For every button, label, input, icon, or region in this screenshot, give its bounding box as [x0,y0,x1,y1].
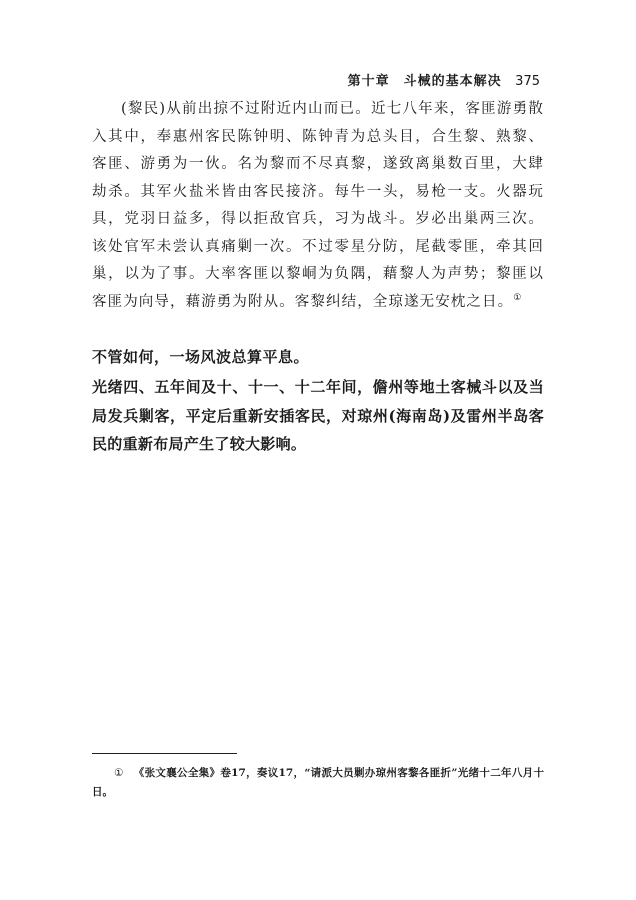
footnote-divider [92,753,237,754]
running-title: 第十章 斗械的基本解决 [347,74,502,89]
footnote-reference[interactable]: ① [513,292,523,303]
paragraph-summary: 光绪四、五年间及十、十一、十二年间，儋州等地土客械斗以及当局发兵剿客，平定后重新安插客民，对琼州(海南岛)及雷州半岛客民的重新布局产生了较大影响。 [92,378,544,453]
running-header [348,70,540,89]
footnote-number: ① [114,767,124,779]
quote-text: (黎民)从前出掠不过附近内山而已。近七八年来，客匪游勇散入其中，奉惠州客民陈钟明、陈钟青为总头目，合生黎、熟黎、客匪、游勇为一伙。名为黎而不尽真黎，遂致离巢数百里，大肆劫杀。其军火盐米皆由客民接济。每牛一头，易枪一支。火器玩具，党羽日益多，得以拒敌官兵，习为战斗。岁必出巢两三次。该处官军未尝认真痛剿一次。不过零星分防，尾截零匪，牵其回巢，以为了事。大率客匪以黎峒为负隅，藉黎人为声势；黎匪以客匪为向导，藉游勇为附从。客黎纠结，全琼遂无安枕之日。 [92,101,544,310]
footnote [92,764,544,802]
page-number: 375 [515,74,540,89]
footnote-text: 《张文襄公全集》卷17，奏议17，“请派大员剿办琼州客黎各匪折”光绪十二年八月十日。 [92,767,544,798]
block-quote [92,96,544,316]
paragraph-conclusion: 不管如何，一场风波总算平息。 [92,348,310,366]
